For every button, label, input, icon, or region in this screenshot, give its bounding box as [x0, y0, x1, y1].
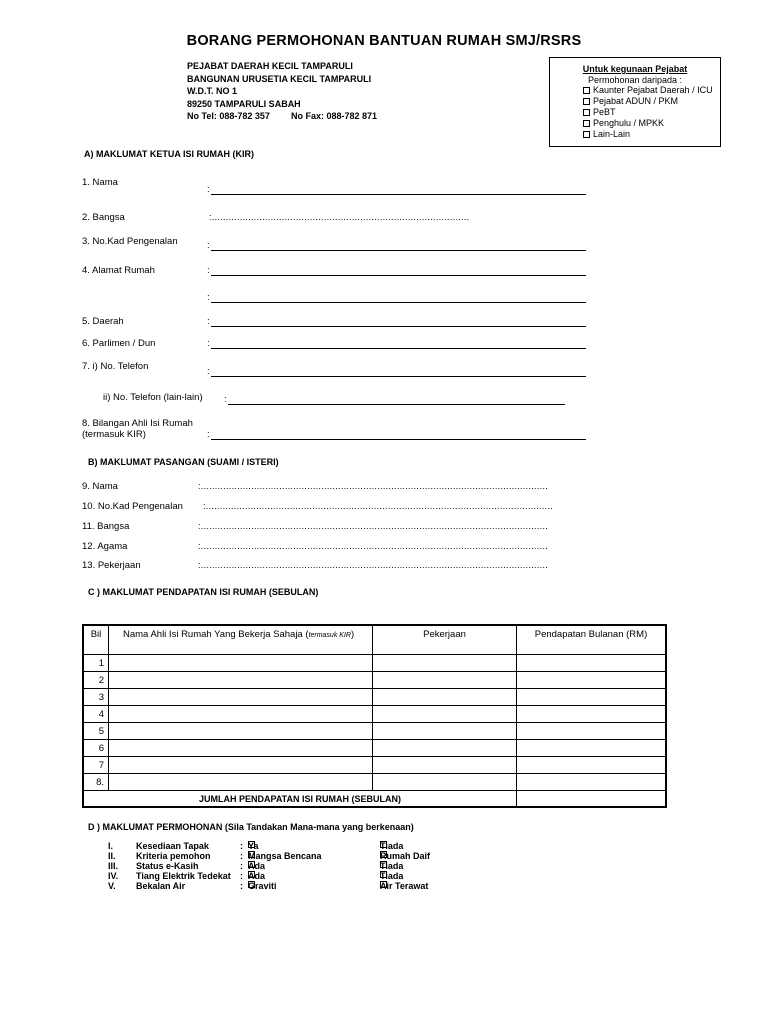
income-table	[82, 624, 667, 808]
row-number: 6	[83, 740, 109, 757]
colon: :	[240, 841, 243, 851]
row-number: 4	[83, 706, 109, 723]
section-c-heading: C ) MAKLUMAT PENDAPATAN ISI RUMAH (SEBULAN)	[88, 587, 319, 597]
header-bil: Bil	[83, 625, 109, 655]
job-cell[interactable]	[373, 757, 517, 774]
item-number: I.	[108, 841, 114, 851]
colon: :	[240, 881, 243, 891]
table-row	[83, 757, 666, 774]
contact-line	[187, 110, 377, 123]
row-number: 3	[83, 689, 109, 706]
checkbox[interactable]	[583, 87, 590, 94]
option-label: Tiada	[380, 841, 404, 851]
office-option-label: Pejabat ADUN / PKM	[593, 96, 679, 106]
colon: :	[207, 366, 210, 377]
income-cell[interactable]	[517, 740, 667, 757]
kir-ic-field[interactable]	[211, 240, 586, 251]
office-option-label: Lain-Lain	[593, 129, 631, 139]
colon: :	[207, 265, 210, 276]
header-job: Pekerjaan	[373, 625, 517, 655]
colon: :	[224, 394, 227, 405]
field-label-telefon-lain: ii) No. Telefon (lain-lain)	[103, 392, 203, 403]
row-number: 1	[83, 655, 109, 672]
household-count-field[interactable]	[211, 429, 586, 440]
spouse-race-field[interactable]: :............................................................................................................................	[198, 521, 549, 531]
table-row	[83, 655, 666, 672]
colon: :	[240, 871, 243, 881]
colon: :	[207, 338, 210, 349]
colon: :	[207, 292, 210, 303]
option-label: Air Terawat	[380, 881, 429, 891]
field-label-alamat: 4. Alamat Rumah	[82, 265, 155, 276]
office-option[interactable]	[583, 129, 720, 140]
table-row	[83, 706, 666, 723]
field-label-termasuk: (termasuk KIR)	[82, 429, 146, 440]
option-label: Rumah Daif	[380, 851, 431, 861]
income-cell[interactable]	[517, 723, 667, 740]
option-label: Ada	[248, 861, 266, 871]
income-cell[interactable]	[517, 706, 667, 723]
table-row	[83, 740, 666, 757]
item-number: III.	[108, 861, 119, 871]
item-label: Tiang Elektrik Tedekat	[136, 871, 231, 881]
field-label-telefon: 7. i) No. Telefon	[82, 361, 149, 372]
field-label-ic: 3. No.Kad Pengenalan	[82, 236, 178, 247]
kir-phone-other-field[interactable]	[228, 394, 565, 405]
item-number: IV.	[108, 871, 119, 881]
header-name-close: )	[350, 629, 355, 640]
checkbox[interactable]	[583, 131, 590, 138]
header-name-text: Nama Ahli Isi Rumah Yang Bekerja Sahaja (	[123, 629, 309, 640]
item-label: Kriteria pemohon	[136, 851, 211, 861]
job-cell[interactable]	[373, 706, 517, 723]
office-option[interactable]	[583, 85, 720, 96]
income-cell[interactable]	[517, 774, 667, 791]
job-cell[interactable]	[373, 774, 517, 791]
section-b-heading: B) MAKLUMAT PASANGAN (SUAMI / ISTERI)	[88, 457, 279, 467]
kir-name-field[interactable]	[211, 184, 586, 195]
office-address	[187, 60, 377, 123]
option-label: Mangsa Bencana	[248, 851, 322, 861]
kir-race-field[interactable]: :............................................................................................	[209, 212, 470, 222]
item-label: Status e-Kasih	[136, 861, 199, 871]
table-row	[83, 689, 666, 706]
option-label: Ada	[248, 871, 266, 881]
member-name-cell[interactable]	[109, 689, 373, 706]
kir-parliament-field[interactable]	[211, 338, 586, 349]
address-line: W.D.T. NO 1	[187, 86, 238, 96]
kir-address-field-1[interactable]	[211, 265, 586, 276]
colon: :	[207, 184, 210, 195]
table-row	[83, 774, 666, 791]
row-number: 5	[83, 723, 109, 740]
job-cell[interactable]	[373, 672, 517, 689]
spouse-job-field[interactable]: :............................................................................................................................	[198, 560, 549, 570]
office-option-label: Penghulu / MPKK	[593, 118, 665, 128]
checkbox[interactable]	[583, 120, 590, 127]
page-title: BORANG PERMOHONAN BANTUAN RUMAH SMJ/RSRS	[186, 33, 582, 49]
member-name-cell[interactable]	[109, 723, 373, 740]
header-name	[109, 625, 373, 655]
option-label: Graviti	[248, 881, 277, 891]
income-cell[interactable]	[517, 689, 667, 706]
item-label: Kesediaan Tapak	[136, 841, 209, 851]
member-name-cell[interactable]	[109, 757, 373, 774]
fax: No Fax: 088-782 871	[291, 111, 378, 121]
field-label-parlimen: 6. Parlimen / Dun	[82, 338, 156, 349]
section-d-heading: D ) MAKLUMAT PERMOHONAN (Sila Tandakan Mana-mana yang berkenaan)	[88, 822, 414, 832]
field-label-spouse-bangsa: 11. Bangsa	[82, 521, 130, 532]
field-label-nama: 1. Nama	[82, 177, 118, 188]
telephone: No Tel: 088-782 357	[187, 111, 270, 121]
field-label-daerah: 5. Daerah	[82, 316, 124, 327]
office-option[interactable]	[583, 96, 720, 107]
item-label: Bekalan Air	[136, 881, 186, 891]
address-line: 89250 TAMPARULI SABAH	[187, 98, 301, 109]
kir-district-field[interactable]	[211, 316, 586, 327]
item-number: V.	[108, 881, 116, 891]
row-number: 7	[83, 757, 109, 774]
spouse-ic-field[interactable]: :............................................................................................................................	[203, 501, 554, 511]
colon: :	[207, 429, 210, 440]
table-row	[83, 723, 666, 740]
spouse-religion-field[interactable]: :............................................................................................................................	[198, 541, 549, 551]
address-line: PEJABAT DAERAH KECIL TAMPARULI	[187, 61, 353, 71]
option-label: Ya	[248, 841, 259, 851]
colon: :	[240, 851, 243, 861]
field-label-spouse-ic: 10. No.Kad Pengenalan	[82, 501, 183, 512]
member-name-cell[interactable]	[109, 706, 373, 723]
row-number: 8.	[83, 774, 109, 791]
member-name-cell[interactable]	[109, 740, 373, 757]
header-name-small: termasuk KIR	[308, 632, 351, 639]
office-option[interactable]	[583, 107, 720, 118]
address-line: BANGUNAN URUSETIA KECIL TAMPARULI	[187, 73, 372, 84]
kir-phone-field[interactable]	[211, 366, 586, 377]
item-number: II.	[108, 851, 116, 861]
total-row	[83, 791, 666, 808]
job-cell[interactable]	[373, 689, 517, 706]
total-income-cell[interactable]	[517, 791, 667, 808]
colon: :	[207, 316, 210, 327]
office-use-box	[549, 57, 721, 147]
total-label: JUMLAH PENDAPATAN ISI RUMAH (SEBULAN)	[83, 791, 517, 808]
income-cell[interactable]	[517, 672, 667, 689]
field-label-bilangan: 8. Bilangan Ahli Isi Rumah	[82, 418, 193, 429]
header-income: Pendapatan Bulanan (RM)	[517, 625, 667, 655]
table-row	[83, 672, 666, 689]
field-label-spouse-agama: 12. Agama	[82, 541, 128, 552]
member-name-cell[interactable]	[109, 774, 373, 791]
kir-address-field-2[interactable]	[211, 292, 586, 303]
checkbox[interactable]	[583, 109, 590, 116]
office-option[interactable]	[583, 118, 720, 129]
colon: :	[207, 240, 210, 251]
income-cell[interactable]	[517, 757, 667, 774]
section-a-heading: A) MAKLUMAT KETUA ISI RUMAH (KIR)	[84, 149, 254, 159]
option-label: Tiada	[380, 871, 404, 881]
office-use-heading: Untuk kegunaan Pejabat	[582, 64, 688, 74]
field-label-spouse-pekerjaan: 13. Pekerjaan	[82, 560, 141, 571]
office-option-label: Kaunter Pejabat Daerah / ICU	[593, 85, 713, 95]
job-cell[interactable]	[373, 655, 517, 672]
row-number: 2	[83, 672, 109, 689]
checkbox[interactable]	[583, 98, 590, 105]
table-header-row	[83, 625, 666, 655]
field-label-spouse-nama: 9. Nama	[82, 481, 118, 492]
colon: :	[240, 861, 243, 871]
job-cell[interactable]	[373, 723, 517, 740]
job-cell[interactable]	[373, 740, 517, 757]
field-label-bangsa: 2. Bangsa	[82, 212, 125, 223]
income-cell[interactable]	[517, 655, 667, 672]
spouse-name-field[interactable]: :............................................................................................................................	[198, 481, 549, 491]
member-name-cell[interactable]	[109, 655, 373, 672]
office-use-subheading: Permohonan daripada :	[587, 75, 683, 85]
office-option-label: PeBT	[593, 107, 616, 117]
option-label: Tiada	[380, 861, 404, 871]
member-name-cell[interactable]	[109, 672, 373, 689]
